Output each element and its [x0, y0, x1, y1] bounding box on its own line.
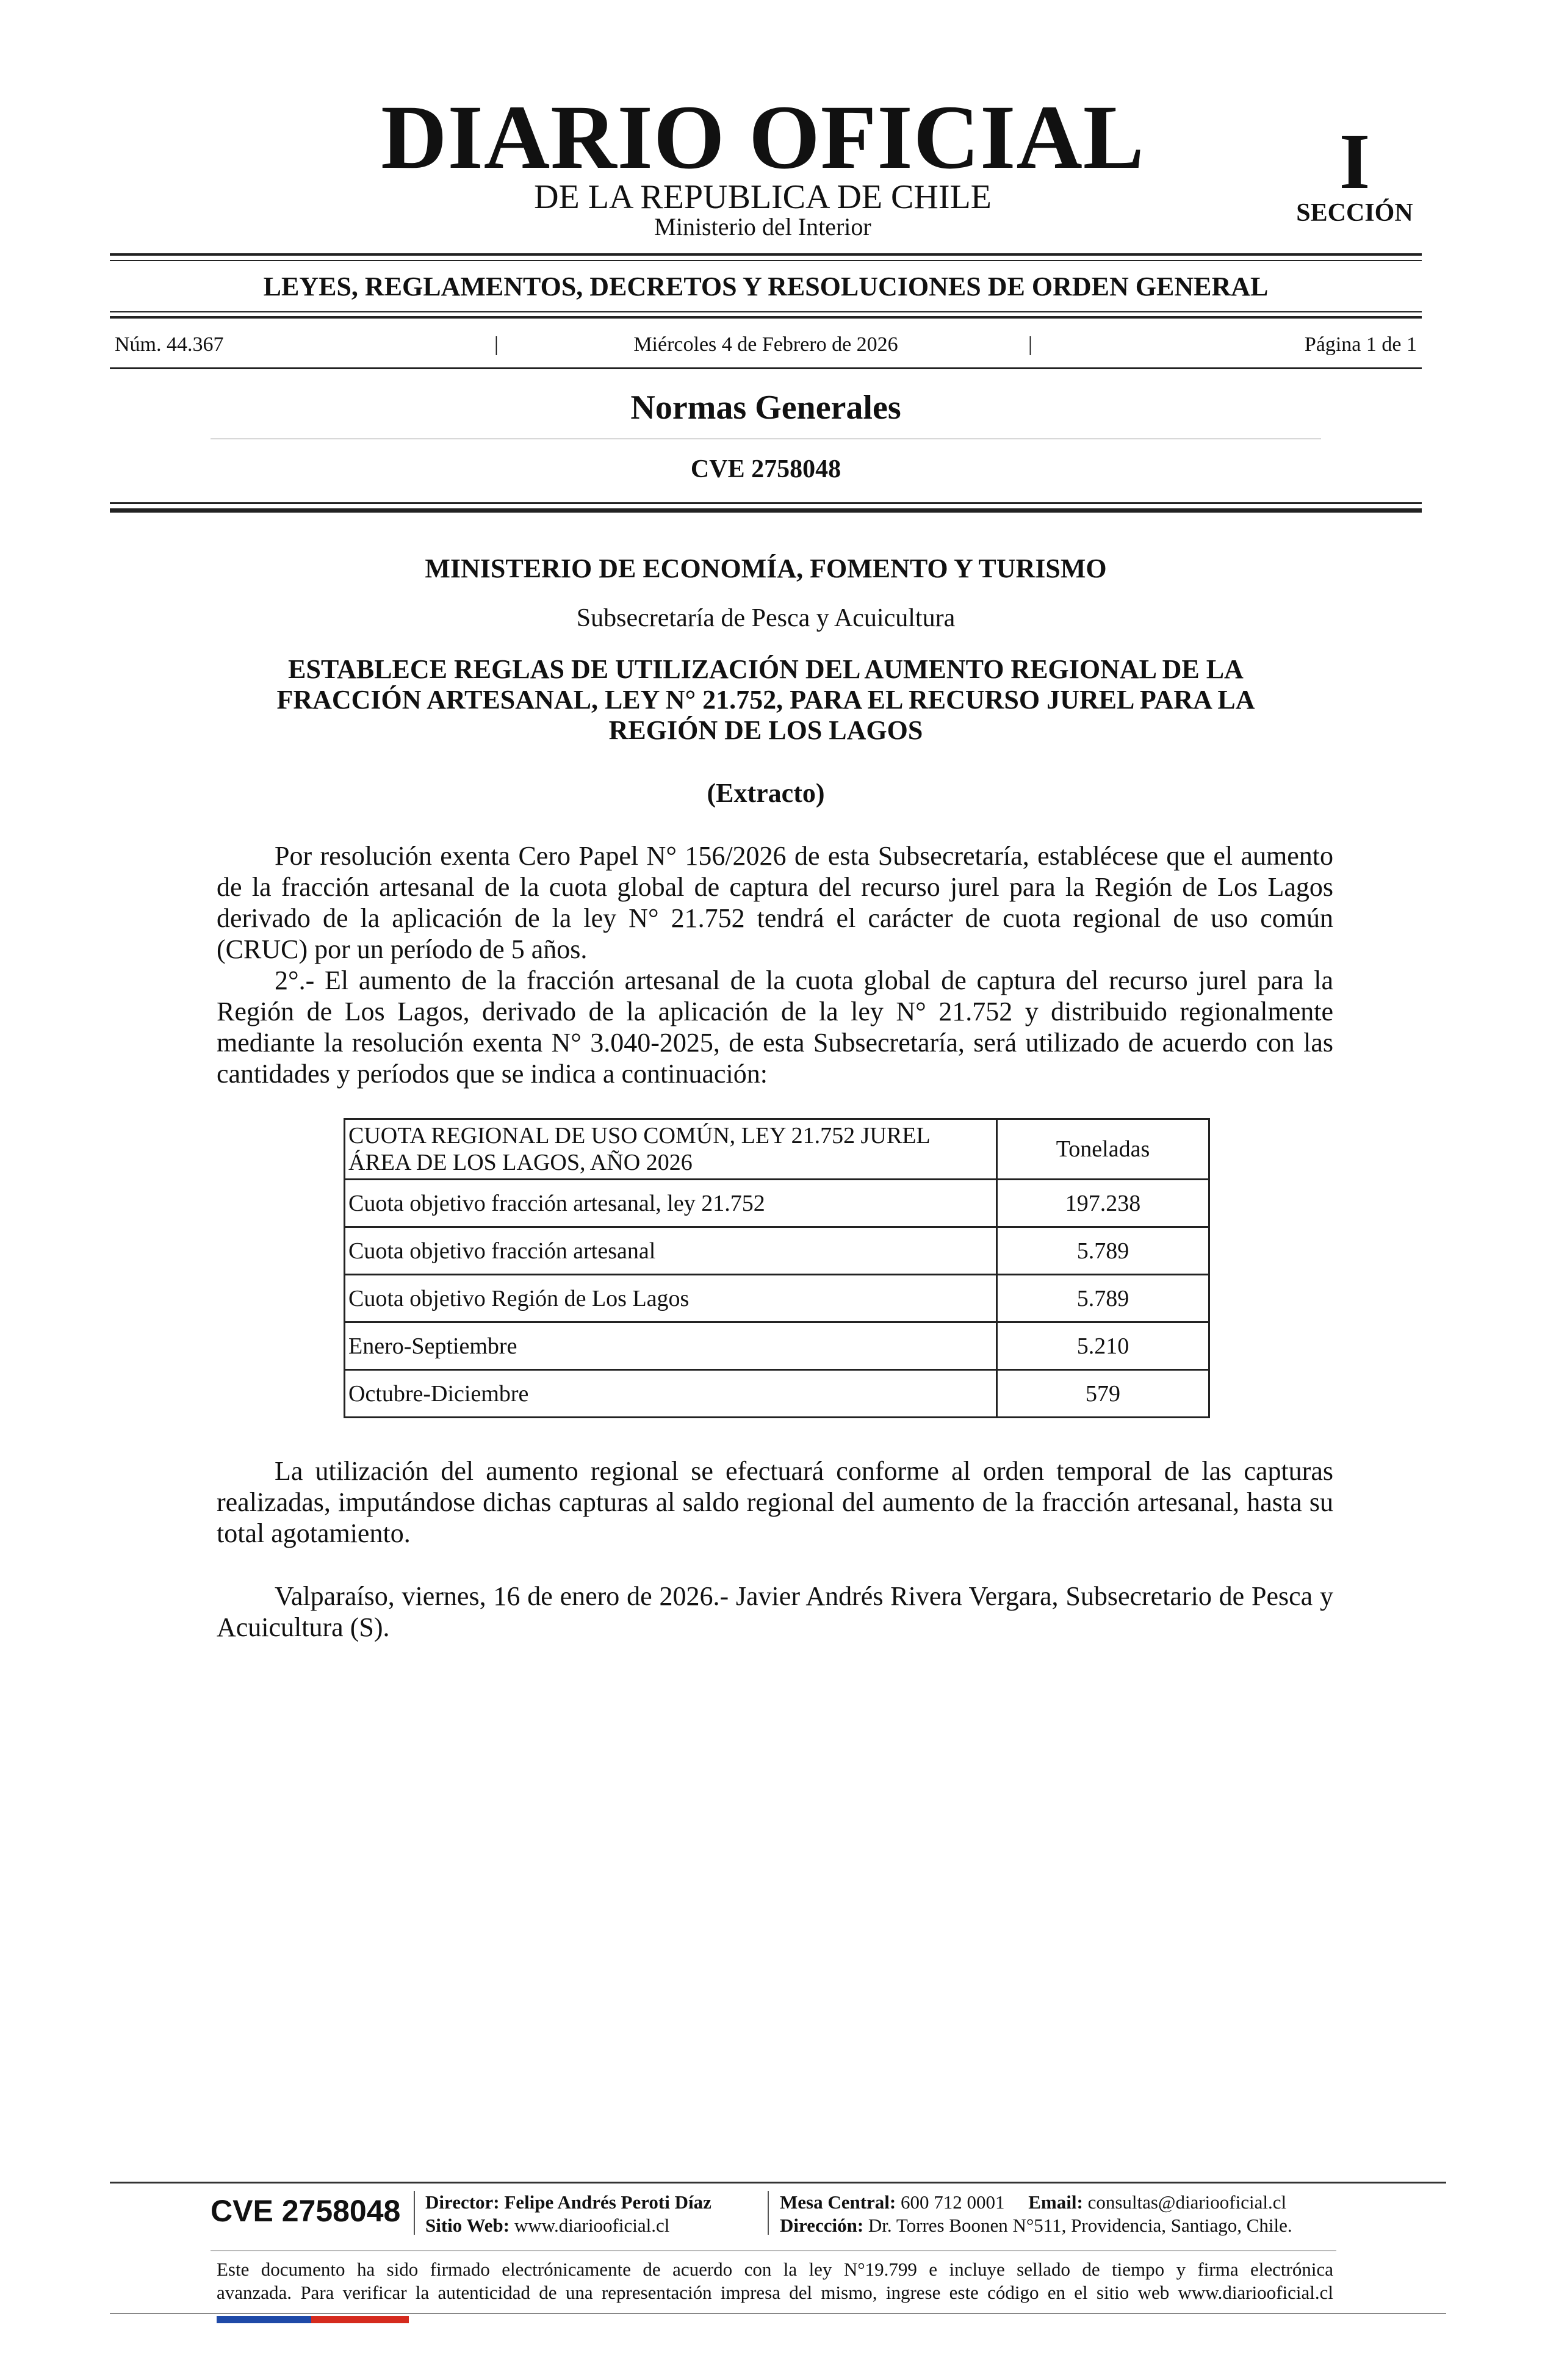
- footer-note-line-2: avanzada. Para verificar la autenticidad de una representación impresa del mismo, ingrese este código en el sitio web www.diariooficial.cl: [217, 2282, 1333, 2303]
- header-rule-top-thin: [110, 260, 1422, 261]
- website-link[interactable]: www.diariooficial.cl: [514, 2215, 670, 2236]
- meta-separator-1: |: [494, 333, 499, 356]
- meta-rule: [110, 367, 1422, 369]
- table-row: [345, 1227, 1209, 1275]
- header-rule-top: [110, 253, 1422, 256]
- row-value: 5.210: [997, 1322, 1209, 1370]
- director-label: Director:: [425, 2191, 500, 2213]
- subsecretariat-heading: Subsecretaría de Pesca y Acuicultura: [576, 604, 956, 632]
- row-value: 197.238: [997, 1180, 1209, 1227]
- header-rule-mid: [110, 316, 1422, 319]
- issue-date: Miércoles 4 de Febrero de 2026: [633, 333, 898, 356]
- row-label: Octubre-Diciembre: [345, 1370, 997, 1418]
- footer-column-contact: [780, 2191, 1292, 2237]
- table-row: [345, 1180, 1209, 1227]
- row-label: Cuota objetivo fracción artesanal: [345, 1227, 997, 1275]
- laws-line: LEYES, REGLAMENTOS, DECRETOS Y RESOLUCIONES DE ORDEN GENERAL: [263, 272, 1269, 301]
- table-header-line-1: CUOTA REGIONAL DE USO COMÚN, LEY 21.752 JUREL: [348, 1123, 931, 1149]
- masthead-subtitle: DE LA REPUBLICA DE CHILE: [534, 178, 992, 216]
- website-label: Sitio Web:: [425, 2215, 510, 2236]
- address-value: Dr. Torres Boonen N°511, Providencia, Santiago, Chile.: [868, 2215, 1292, 2236]
- issue-number: Núm. 44.367: [115, 333, 224, 356]
- paragraph-2: 2°.- El aumento de la fracción artesanal de la cuota global de captura del recurso jurel para la Región de Los Lagos, derivado de la aplicación de la ley N° 21.752 y distribuido regionalmente mediante la resolución exenta N° 3.040-2025, de esta Subsecretaría, será utilizado de acuerdo con las cantidades y períodos que se indica a continuación:: [217, 965, 1333, 1089]
- cve-code: CVE 2758048: [690, 455, 841, 483]
- phone-label: Mesa Central:: [780, 2191, 896, 2213]
- paragraph-1: Por resolución exenta Cero Papel N° 156/2026 de esta Subsecretaría, establécese que el aumento de la fracción artesanal de la cuota global de captura del recurso jurel para la Región de Los Lagos derivado de la aplicación de la ley N° 21.752 tendrá el carácter de cuota regional de uso común (CRUC) por un período de 5 años.: [217, 841, 1333, 964]
- footer-divider-1: [414, 2191, 415, 2235]
- section-number: I: [1339, 118, 1371, 206]
- table-header-row: [345, 1119, 1209, 1180]
- phone-value: 600 712 0001: [901, 2191, 1005, 2213]
- flag-stripe-blue: [217, 2316, 311, 2323]
- footer-note-line-1: Este documento ha sido firmado electrónicamente de acuerdo con la ley N°19.799 e incluye sellado de tiempo y firma electrónica: [217, 2259, 1333, 2280]
- document-title: ESTABLECE REGLAS DE UTILIZACIÓN DEL AUMENTO REGIONAL DE LA FRACCIÓN ARTESANAL, LEY N° 21.752, PARA EL RECURSO JUREL PARA LA REGIÓN DE LOS LAGOS: [276, 654, 1255, 745]
- address-label: Dirección:: [780, 2215, 864, 2236]
- table-header-tonnes: Toneladas: [997, 1119, 1209, 1180]
- section-label: SECCIÓN: [1296, 199, 1413, 227]
- paragraph-3: La utilización del aumento regional se efectuará conforme al orden temporal de las capturas realizadas, imputándose dichas capturas al saldo regional del aumento de la fracción artesanal, hasta su total agotamiento.: [217, 1456, 1333, 1548]
- extract-label: (Extracto): [707, 778, 825, 808]
- row-label: Cuota objetivo Región de Los Lagos: [345, 1275, 997, 1322]
- table-header-description: [345, 1119, 997, 1180]
- table-header-line-2: ÁREA DE LOS LAGOS, AÑO 2026: [348, 1150, 693, 1175]
- footer-rule-bottom: [110, 2313, 1446, 2314]
- cve-rule-thick: [110, 508, 1422, 513]
- meta-separator-2: |: [1028, 333, 1032, 356]
- category-divider: [211, 438, 1321, 439]
- quota-table: [344, 1118, 1210, 1418]
- footer-cve: CVE 2758048: [211, 2194, 401, 2228]
- issue-meta-row: [110, 334, 1422, 359]
- cve-rule-thin: [110, 502, 1422, 504]
- footer-rule-top: [110, 2182, 1446, 2183]
- row-value: 5.789: [997, 1275, 1209, 1322]
- row-value: 5.789: [997, 1227, 1209, 1275]
- table-row: [345, 1370, 1209, 1418]
- director-value: Felipe Andrés Peroti Díaz: [504, 2191, 711, 2213]
- paragraph-4: Valparaíso, viernes, 16 de enero de 2026.- Javier Andrés Rivera Vergara, Subsecretario de Pesca y Acuicultura (S).: [217, 1581, 1333, 1642]
- footer-divider-2: [768, 2191, 769, 2235]
- table-row: [345, 1322, 1209, 1370]
- row-label: Cuota objetivo fracción artesanal, ley 21.752: [345, 1180, 997, 1227]
- header-rule-mid-thin: [110, 311, 1422, 312]
- row-label: Enero-Septiembre: [345, 1322, 997, 1370]
- row-value: 579: [997, 1370, 1209, 1418]
- category-heading: Normas Generales: [630, 389, 901, 427]
- table-row: [345, 1275, 1209, 1322]
- page-indicator: Página 1 de 1: [1304, 333, 1417, 356]
- email-link[interactable]: consultas@diariooficial.cl: [1087, 2191, 1287, 2213]
- masthead-title: DIARIO OFICIAL: [381, 87, 1145, 188]
- ministry-heading: MINISTERIO DE ECONOMÍA, FOMENTO Y TURISMO: [425, 554, 1107, 583]
- flag-stripe-red: [311, 2316, 409, 2323]
- footer-column-director: [425, 2191, 711, 2237]
- email-label: Email:: [1028, 2191, 1083, 2213]
- footer-rule-mid: [211, 2250, 1336, 2251]
- masthead-ministry: Ministerio del Interior: [654, 213, 871, 240]
